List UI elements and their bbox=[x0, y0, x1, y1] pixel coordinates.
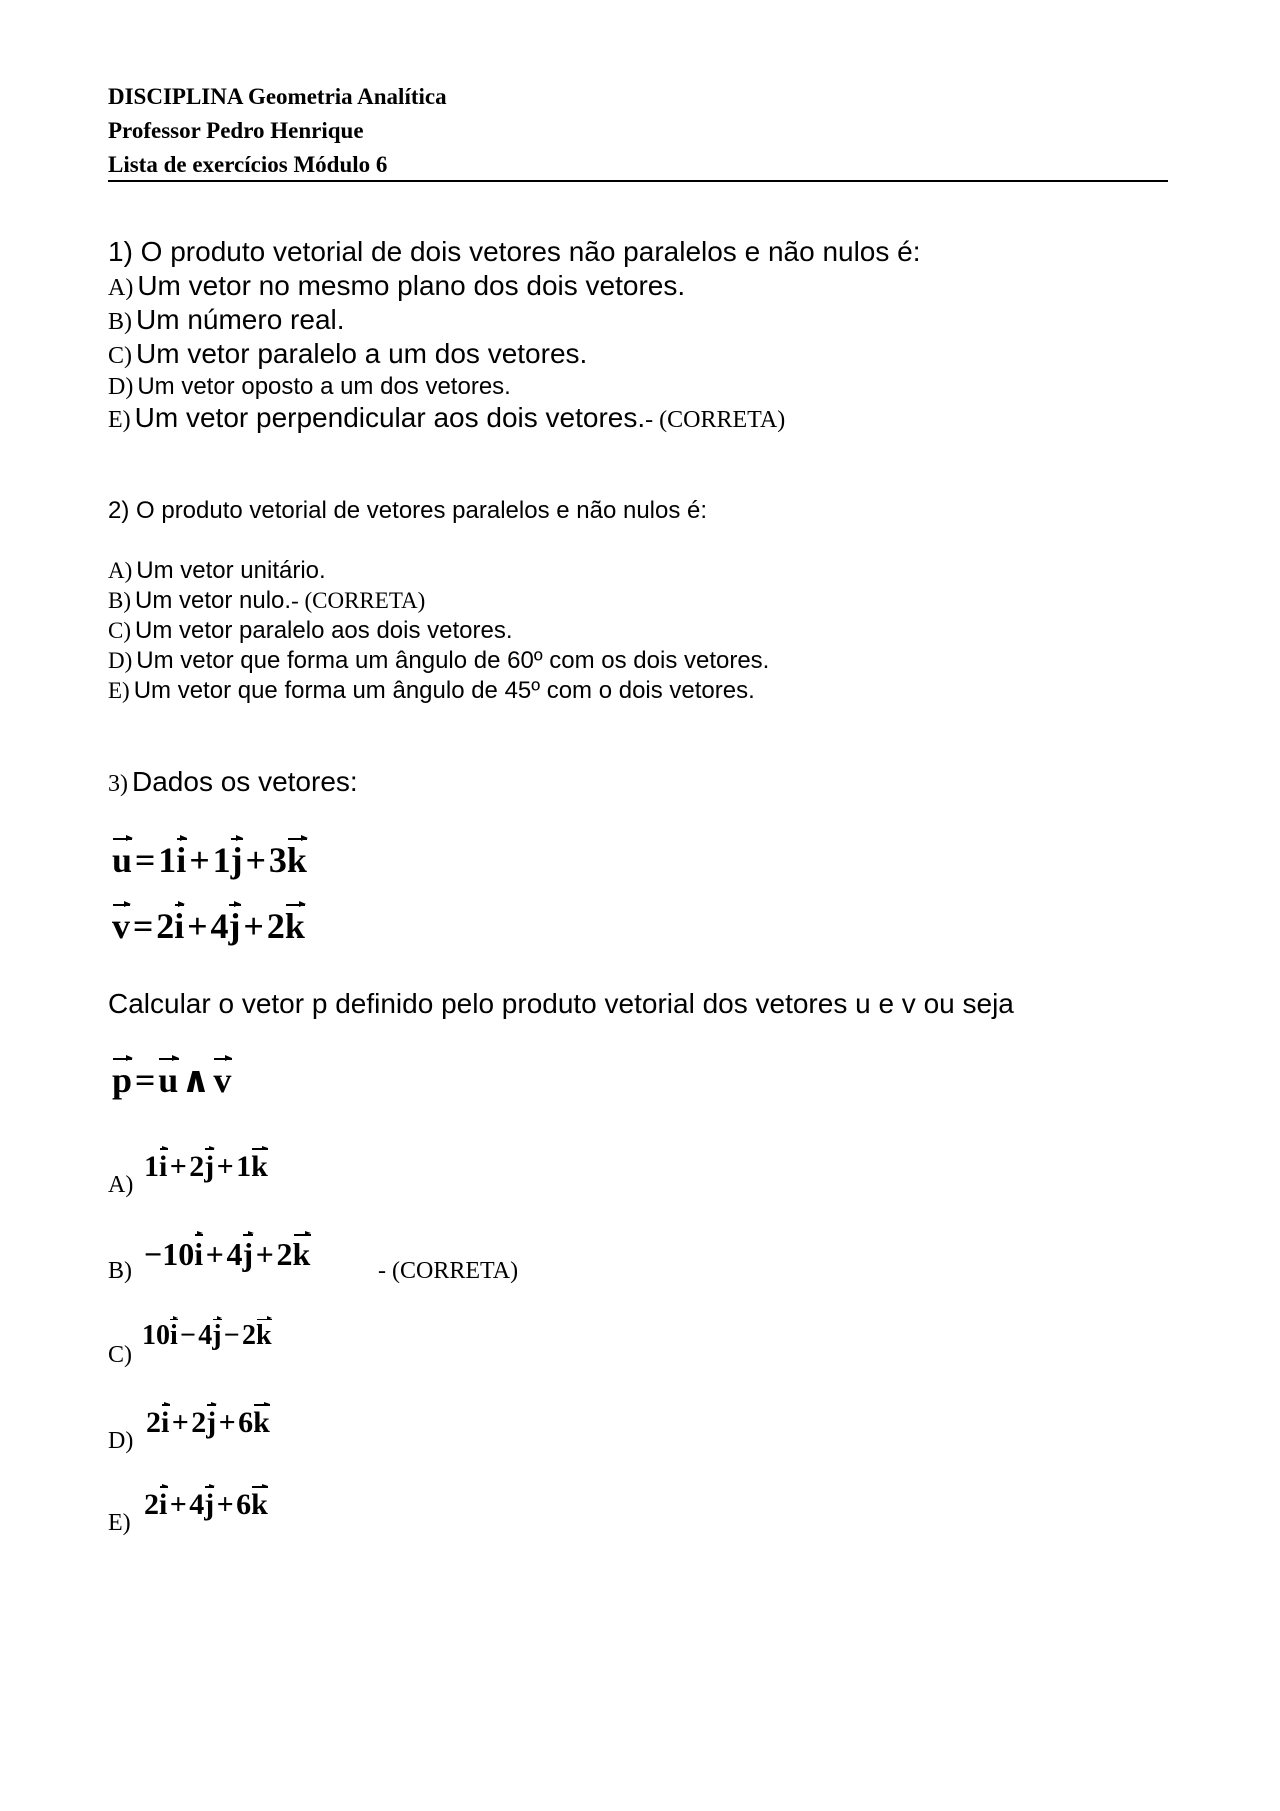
coef: 2 bbox=[191, 1406, 207, 1439]
option-text: Um vetor paralelo a um dos vetores. bbox=[136, 338, 588, 369]
q3-option-c-letter: C) bbox=[108, 1342, 132, 1368]
coef: 6 bbox=[238, 1406, 254, 1439]
q3-option-d-letter: D) bbox=[108, 1428, 134, 1454]
q3-option-a bbox=[144, 1152, 268, 1182]
option-text: Um vetor que forma um ângulo de 45º com o dois vetores. bbox=[133, 677, 755, 704]
sign: + bbox=[255, 1236, 274, 1272]
option-text: Um vetor unitário. bbox=[136, 557, 326, 584]
coef: 4 bbox=[189, 1488, 205, 1521]
unit-i: i bbox=[174, 906, 185, 946]
unit-k: k bbox=[251, 1488, 268, 1521]
correct-note: - (CORRETA) bbox=[291, 588, 426, 613]
option-letter: B) bbox=[108, 588, 131, 613]
option-text: Um vetor no mesmo plano dos dois vetores. bbox=[137, 270, 686, 301]
unit-j: j bbox=[206, 1406, 217, 1439]
unit-i: i bbox=[161, 1406, 170, 1439]
q2-option-a bbox=[108, 557, 326, 585]
sign: + bbox=[205, 1236, 224, 1272]
sign: + bbox=[169, 1488, 187, 1521]
option-text: Um vetor que forma um ângulo de 60º com os dois vetores. bbox=[136, 647, 770, 674]
option-text: Um vetor oposto a um dos vetores. bbox=[137, 373, 511, 400]
sign: − bbox=[180, 1320, 196, 1351]
unit-k: k bbox=[251, 1150, 268, 1183]
course-title: DISCIPLINA Geometria Analítica bbox=[108, 84, 447, 109]
q3-stem bbox=[108, 766, 358, 798]
coef: 2 bbox=[189, 1150, 205, 1183]
question-number: 3) bbox=[108, 771, 128, 797]
q2-option-b bbox=[108, 587, 425, 615]
vector-u-symbol: u bbox=[112, 840, 133, 880]
option-letter: B) bbox=[108, 309, 132, 335]
unit-k: k bbox=[253, 1406, 270, 1439]
unit-j: j bbox=[204, 1488, 215, 1521]
unit-i: i bbox=[176, 840, 187, 880]
coef: −10 bbox=[144, 1236, 195, 1272]
unit-k: k bbox=[255, 1320, 272, 1351]
coef: 4 bbox=[226, 1236, 243, 1272]
q2-option-d bbox=[108, 647, 769, 675]
unit-j: j bbox=[204, 1150, 215, 1183]
coef: 2 bbox=[241, 1320, 256, 1351]
vector-v-symbol: v bbox=[112, 906, 130, 946]
q2-option-c bbox=[108, 617, 513, 645]
correct-note: - (CORRETA) bbox=[645, 407, 786, 433]
coef: 2 bbox=[156, 906, 175, 946]
sign: + bbox=[216, 1150, 234, 1183]
professor-name: Professor Pedro Henrique bbox=[108, 118, 364, 143]
unit-k: k bbox=[286, 840, 307, 880]
cross-product-equation: p=u∧v bbox=[112, 1060, 232, 1100]
unit-j: j bbox=[242, 1236, 254, 1272]
unit-k: k bbox=[292, 1236, 311, 1272]
q1-option-d bbox=[108, 373, 511, 401]
sign: + bbox=[169, 1150, 187, 1183]
q2-option-e bbox=[108, 677, 755, 705]
option-text: Um vetor paralelo aos dois vetores. bbox=[135, 617, 513, 644]
sign: + bbox=[171, 1406, 189, 1439]
list-title: Lista de exercícios Módulo 6 bbox=[108, 152, 388, 177]
q1-option-b bbox=[108, 304, 345, 336]
option-letter: D) bbox=[108, 374, 134, 400]
sign: + bbox=[216, 1488, 234, 1521]
unit-i: i bbox=[170, 1320, 178, 1351]
sign: − bbox=[223, 1320, 240, 1351]
cross-product-operator: ∧ bbox=[181, 1060, 211, 1100]
vector-u-symbol: u bbox=[158, 1060, 179, 1100]
coef: 1 bbox=[144, 1150, 159, 1183]
q2-stem: 2) O produto vetorial de vetores paralelos e não nulos é: bbox=[108, 497, 708, 524]
coef: 2 bbox=[266, 906, 285, 946]
q3-option-a-letter: A) bbox=[108, 1172, 134, 1198]
q1-stem: 1) O produto vetorial de dois vetores não paralelos e não nulos é: bbox=[108, 236, 921, 267]
q3-option-e bbox=[144, 1490, 268, 1520]
unit-k: k bbox=[284, 906, 305, 946]
option-letter: D) bbox=[108, 648, 133, 673]
option-text: Um número real. bbox=[136, 304, 345, 335]
vector-v-equation: v=2i+4j+2k bbox=[112, 906, 305, 946]
coef: 1 bbox=[158, 840, 177, 880]
vector-p-symbol: p bbox=[112, 1060, 133, 1100]
q1-option-a bbox=[108, 270, 685, 302]
sign: + bbox=[218, 1406, 236, 1439]
unit-i: i bbox=[159, 1488, 168, 1521]
option-letter: A) bbox=[108, 558, 133, 583]
q3-instruction: Calcular o vetor p definido pelo produto vetorial dos vetores u e v ou seja bbox=[108, 988, 1014, 1019]
unit-j: j bbox=[228, 906, 241, 946]
q3-option-b bbox=[144, 1238, 310, 1270]
q3-option-d bbox=[146, 1408, 270, 1438]
q3-option-c bbox=[142, 1322, 272, 1350]
option-letter: C) bbox=[108, 343, 132, 369]
unit-i: i bbox=[159, 1150, 168, 1183]
unit-j: j bbox=[212, 1320, 222, 1351]
header-divider bbox=[108, 180, 1168, 182]
coef: 3 bbox=[268, 840, 287, 880]
q3-option-e-letter: E) bbox=[108, 1510, 131, 1536]
coef: 1 bbox=[236, 1150, 252, 1183]
option-text: Um vetor perpendicular aos dois vetores. bbox=[134, 402, 646, 433]
unit-i: i bbox=[194, 1236, 204, 1272]
coef: 1 bbox=[212, 840, 231, 880]
coef: 4 bbox=[198, 1320, 213, 1351]
option-text: Um vetor nulo. bbox=[135, 587, 292, 614]
coef: 2 bbox=[144, 1488, 159, 1521]
coef: 10 bbox=[142, 1320, 170, 1351]
q3-option-b-letter: B) bbox=[108, 1258, 132, 1284]
coef: 6 bbox=[236, 1488, 252, 1521]
correct-note: - (CORRETA) bbox=[378, 1258, 519, 1284]
vector-u-equation: u=1i+1j+3k bbox=[112, 840, 307, 880]
coef: 2 bbox=[146, 1406, 161, 1439]
q1-option-e bbox=[108, 402, 785, 434]
vector-v-symbol: v bbox=[213, 1060, 232, 1100]
coef: 4 bbox=[210, 906, 229, 946]
option-letter: E) bbox=[108, 407, 131, 433]
q1-option-c bbox=[108, 338, 587, 370]
option-letter: A) bbox=[108, 275, 134, 301]
unit-j: j bbox=[230, 840, 243, 880]
option-letter: C) bbox=[108, 618, 131, 643]
option-letter: E) bbox=[108, 678, 130, 703]
question-text: Dados os vetores: bbox=[132, 766, 358, 797]
coef: 2 bbox=[276, 1236, 293, 1272]
